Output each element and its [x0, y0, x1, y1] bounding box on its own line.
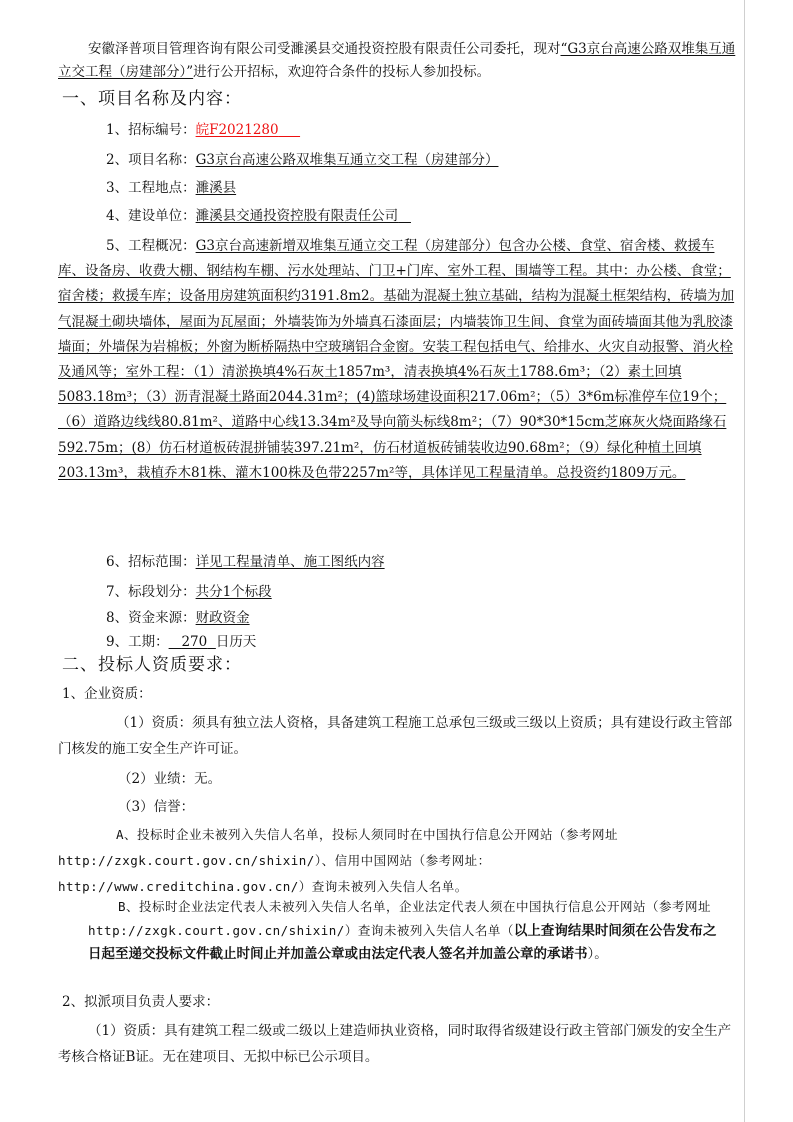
duration-unit: 日历天	[215, 634, 257, 650]
sub-enterprise-qualification: 1、企业资质：	[62, 686, 152, 702]
item-owner: 4、建设单位：濉溪县交通投资控股有限责任公司	[106, 208, 399, 224]
qualification-2: （2）业绩：无。	[118, 771, 222, 787]
qualification-3: （3）信誉：	[118, 799, 195, 815]
item-scope: 6、招标范围：详见工程量清单、施工图纸内容	[106, 554, 385, 570]
overview-value: G3京台高速新增双堆集互通立交工程（房建部分）包含办公楼、食堂、宿舍楼、救援车库、设备房、收费大棚、钢结构车棚、污水处理站、门卫+门库、室外工程、围墙等工程。其中：办公楼、食堂；宿舍楼；救援车库；设备用房建筑面积约3191.8m2。基础为混凝土独立基础，结构为混凝土框架结构，砖墙为加气混凝土砌块墙体，屋面为瓦屋面；外墙装饰为外墙真石漆面层；内墙装饰卫生间、食堂为面砖墙面其他为乳胶漆墙面；外墙保为岩棉板；外窗为断桥隔热中空玻璃铝合金窗。安装工程包括电气、给排水、火灾自动报警、消火栓及通风等；室外工程：（1）清淤换填4%石灰土1857m³，清表换填4%石灰土1788.6m³；（2）素土回填5083.18m³；（3）沥青混凝土路面2044.31m²；(4)篮球场建设面积217.06m²；（5）3*6m标准停车位19个；（6）道路边线线80.81m²、道路中心线13.34m²及导向箭头标线8m²；（7）90*30*15cm芝麻灰火烧面路缘石592.75m；(8）仿石材道板砖混拼铺装397.21m²，仿石材道板砖铺装收边90.68m²；（9）绿化种植土回填203.13m³，栽植乔木81株、灌木100株及色带2257m²等，具体详见工程量清单。总投资约1809万元。	[58, 238, 735, 481]
credit-b-bold: 以上查询结果时间须在公告发布之日起至递交投标文件截止时间止并加盖公章或由法定代表人签名并加盖公章的承诺书	[88, 923, 717, 962]
location-value: 濉溪县	[195, 180, 237, 196]
project-name-value: G3京台高速公路双堆集互通立交工程（房建部分）	[195, 152, 499, 168]
duration-value: 270	[181, 634, 208, 650]
section1-heading: 一、项目名称及内容：	[62, 89, 242, 109]
item-project-name: 2、项目名称：G3京台高速公路双堆集互通立交工程（房建部分）	[106, 152, 499, 168]
owner-value: 濉溪县交通投资控股有限责任公司	[195, 208, 399, 224]
scope-value: 详见工程量清单、施工图纸内容	[195, 554, 385, 570]
item-duration: 9、工期： 270 日历天	[106, 634, 257, 650]
item-funding: 8、资金来源：财政资金	[106, 610, 250, 626]
intro-suffix: 进行公开招标，欢迎符合条件的投标人参加投标。	[193, 64, 491, 80]
lots-value: 共分1个标段	[195, 584, 272, 600]
intro-paragraph	[58, 38, 738, 84]
project-manager-1: （1）资质：具有建筑工程二级或二级以上建造师执业资格，同时取得省级建设行政主管部门颁发的安全生产考核合格证B证。无在建项目、无拟中标已公示项目。	[58, 1023, 732, 1065]
credit-b: B、投标时企业法定代表人未被列入失信人名单，企业法定代表人须在中国执行信息公开网站（参考网址http://zxgk.court.gov.cn/shixin/）查询未被列入失信人名单（以上查询结果时间须在公告发布之日起至递交投标文件截止时间止并加盖公章或由法定代表人签名并加盖公章的承诺书）。	[88, 899, 717, 962]
item-overview: 5、工程概况：G3京台高速新增双堆集互通立交工程（房建部分）包含办公楼、食堂、宿舍楼、救援车库、设备房、收费大棚、钢结构车棚、污水处理站、门卫+门库、室外工程、围墙等工程。其中：办公楼、食堂；宿舍楼；救援车库；设备用房建筑面积约3191.8m2。基础为混凝土独立基础，结构为混凝土框架结构，砖墙为加气混凝土砌块墙体，屋面为瓦屋面；外墙装饰为外墙真石漆面层；内墙装饰卫生间、食堂为面砖墙面其他为乳胶漆墙面；外墙保为岩棉板；外窗为断桥隔热中空玻璃铝合金窗。安装工程包括电气、给排水、火灾自动报警、消火栓及通风等；室外工程：（1）清淤换填4%石灰土1857m³，清表换填4%石灰土1788.6m³；（2）素土回填5083.18m³；（3）沥青混凝土路面2044.31m²；(4)篮球场建设面积217.06m²；（5）3*6m标准停车位19个；（6）道路边线线80.81m²、道路中心线13.34m²及导向箭头标线8m²；（7）90*30*15cm芝麻灰火烧面路缘石592.75m；(8）仿石材道板砖混拼铺装397.21m²，仿石材道板砖铺装收边90.68m²；（9）绿化种植土回填203.13m³，栽植乔木81株、灌木100株及色带2257m²等，具体详见工程量清单。总投资约1809万元。	[58, 238, 735, 481]
page-border-line	[744, 0, 745, 1122]
item-lots: 7、标段划分：共分1个标段	[106, 584, 272, 600]
qualification-1: （1）资质：须具有独立法人资格，具备建筑工程施工总承包三级或三级以上资质；具有建设行政主管部门核发的施工安全生产许可证。	[58, 715, 733, 757]
item-bid-number: 1、招标编号：皖F2021280	[106, 122, 279, 138]
bid-number-value: 皖F2021280	[195, 122, 279, 138]
sub-project-manager: 2、拟派项目负责人要求：	[62, 994, 220, 1010]
funding-value: 财政资金	[195, 610, 250, 626]
intro-project-name: “G3京台高速公路双堆集互通立交工程（房建部分）”	[58, 41, 736, 80]
intro-prefix: 安徽泽普项目管理咨询有限公司受濉溪县交通投资控股有限责任公司委托，现对	[88, 41, 561, 57]
credit-a: A、投标时企业未被列入失信人名单，投标人须同时在中国执行信息公开网站（参考网址http://zxgk.court.gov.cn/shixin/）、信用中国网站（参考网址：http://www.creditchina.gov.cn/）查询未被列入失信人名单。	[58, 827, 619, 894]
item-location: 3、工程地点：濉溪县	[106, 180, 237, 196]
section2-heading: 二、投标人资质要求：	[62, 655, 242, 675]
